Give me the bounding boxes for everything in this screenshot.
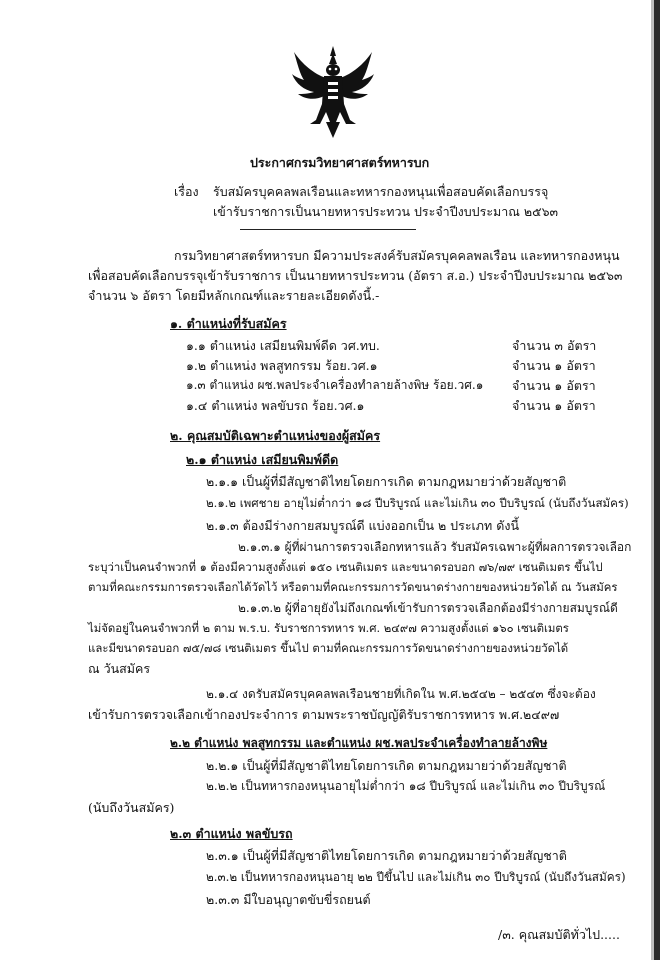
- position-quota: จำนวน ๑ อัตรา: [512, 378, 596, 393]
- clause-2-1-3-1-line-2: ระบุว่าเป็นคนจำพวกที่ ๑ ต้องมีความสูงตั้งแต่ ๑๕๐ เซนติเมตร และขนาดรอบอก ๗๖/๗๙ เซนติเมตร ขึ้นไป: [88, 560, 603, 574]
- clause-2-1-3-2-line-3: และมีขนาดรอบอก ๗๕/๗๘ เซนติเมตร ขึ้นไป ตามที่คณะกรรมการวัดขนาดร่างกายของหน่วยวัดได้: [88, 641, 569, 655]
- subsection-2-2-heading: ๒.๒ ตำแหน่ง พลสูทกรรม และตำแหน่ง ผช.พลประจำเครื่องทำลายล้างพิษ: [170, 736, 548, 750]
- clause-2-1-2: ๒.๑.๒ เพศชาย อายุไม่ต่ำกว่า ๑๘ ปีบริบูรณ์ และไม่เกิน ๓๐ ปีบริบูรณ์ (นับถึงวันสมัคร): [206, 496, 629, 510]
- clause-2-1-3-1-line-3: ตามที่คณะกรรมการตรวจเลือกได้วัดไว้ หรือตามที่คณะกรรมการวัดขนาดร่างกายของหน่วยวัดได้ ณ วันสมัคร: [88, 580, 618, 594]
- subsection-2-1-heading: ๒.๑ ตำแหน่ง เสมียนพิมพ์ดีด: [186, 452, 339, 467]
- section-2-heading: ๒. คุณสมบัติเฉพาะตำแหน่งของผู้สมัคร: [170, 428, 381, 443]
- scan-edge-highlight: [651, 0, 654, 960]
- clause-2-1-4-line-1: ๒.๑.๔ งดรับสมัครบุคคลพลเรือนชายที่เกิดใน พ.ศ.๒๕๔๒ – ๒๕๔๓ ซึ่งจะต้อง: [206, 687, 596, 701]
- scan-edge: [654, 0, 660, 960]
- clause-2-3-2: ๒.๓.๒ เป็นทหารกองหนุนอายุ ๒๒ ปีขึ้นไป และไม่เกิน ๓๐ ปีบริบูรณ์ (นับถึงวันสมัคร): [206, 870, 626, 884]
- announcement-title: ประกาศกรมวิทยาศาสตร์ทหารบก: [250, 155, 430, 170]
- position-label: ๑.๔ ตำแหน่ง พลขับรถ ร้อย.วศ.๑: [186, 398, 365, 413]
- clause-2-2-1: ๒.๒.๑ เป็นผู้ที่มีสัญชาติไทยโดยการเกิด ตามกฎหมายว่าด้วยสัญชาติ: [206, 758, 567, 773]
- subject-line-1: รับสมัครบุคคลพลเรือนและทหารกองหนุนเพื่อสอบคัดเลือกบรรจุ: [213, 184, 549, 199]
- clause-2-2-2: ๒.๒.๒ เป็นทหารกองหนุนอายุไม่ต่ำกว่า ๑๘ ปีบริบูรณ์ และไม่เกิน ๓๐ ปีบริบูรณ์: [206, 779, 606, 793]
- clause-2-1-3-2-line-1: ๒.๑.๓.๒ ผู้ที่อายุยังไม่ถึงเกณฑ์เข้ารับการตรวจเลือกต้องมีร่างกายสมบูรณ์ดี: [238, 601, 618, 615]
- clause-2-1-3-2-line-4: ณ วันสมัคร: [88, 661, 151, 676]
- position-label: ๑.๒ ตำแหน่ง พลสูทกรรม ร้อย.วศ.๑: [186, 358, 378, 373]
- position-quota: จำนวน ๓ อัตรา: [512, 338, 597, 353]
- subject-label: เรื่อง: [174, 184, 199, 199]
- clause-2-1-4-line-2: เข้ารับการตรวจเลือกเข้ากองประจำการ ตามพระราชบัญญัติรับราชการทหาร พ.ศ.๒๔๙๗: [88, 707, 560, 722]
- clause-2-2-2-cont: (นับถึงวันสมัคร): [88, 800, 175, 815]
- subsection-2-3-heading: ๒.๓ ตำแหน่ง พลขับรถ: [170, 826, 293, 841]
- clause-2-1-3-1-line-1: ๒.๑.๓.๑ ผู้ที่ผ่านการตรวจเลือกทหารแล้ว รับสมัครเฉพาะผู้ที่ผลการตรวจเลือก: [238, 540, 632, 554]
- title-divider: [240, 229, 416, 230]
- clause-2-3-1: ๒.๓.๑ เป็นผู้ที่มีสัญชาติไทยโดยการเกิด ตามกฎหมายว่าด้วยสัญชาติ: [206, 848, 567, 863]
- clause-2-1-3: ๒.๑.๓ ต้องมีร่างกายสมบูรณ์ดี แบ่งออกเป็น ๒ ประเภท ดังนี้: [206, 518, 520, 533]
- position-quota: จำนวน ๑ อัตรา: [512, 358, 596, 373]
- continuation-note: /๓. คุณสมบัติทั่วไป.....: [498, 927, 620, 942]
- clause-2-3-3: ๒.๓.๓ มีใบอนุญาตขับขี่รถยนต์: [206, 892, 371, 907]
- clause-2-1-3-2-line-2: ไม่จัดอยู่ในคนจำพวกที่ ๒ ตาม พ.ร.บ. รับราชการทหาร พ.ศ. ๒๔๙๗ ความสูงตั้งแต่ ๑๖๐ เซนติเมตร: [88, 621, 569, 635]
- garuda-emblem-icon: [290, 44, 376, 140]
- intro-line-3: จำนวน ๖ อัตรา โดยมีหลักเกณฑ์และรายละเอียดดังนี้.-: [88, 288, 380, 303]
- position-label: ๑.๓ ตำแหน่ง ผช.พลประจำเครื่องทำลายล้างพิษ ร้อย.วศ.๑: [186, 378, 484, 392]
- position-quota: จำนวน ๑ อัตรา: [512, 398, 596, 413]
- intro-line-2: เพื่อสอบคัดเลือกบรรจุเข้ารับราชการ เป็นนายทหารประทวน (อัตรา ส.อ.) ประจำปีงบประมาณ ๒๕๖๓: [88, 268, 623, 283]
- position-label: ๑.๑ ตำแหน่ง เสมียนพิมพ์ดีด วศ.ทบ.: [186, 338, 380, 353]
- intro-line-1: กรมวิทยาศาสตร์ทหารบก มีความประสงค์รับสมัครบุคคลพลเรือน และทหารกองหนุน: [174, 248, 620, 263]
- section-1-heading: ๑. ตำแหน่งที่รับสมัคร: [170, 316, 287, 331]
- subject-line-2: เข้ารับราชการเป็นนายทหารประทวน ประจำปีงบประมาณ ๒๕๖๓: [213, 204, 559, 219]
- clause-2-1-1: ๒.๑.๑ เป็นผู้ที่มีสัญชาติไทยโดยการเกิด ตามกฎหมายว่าด้วยสัญชาติ: [206, 474, 567, 489]
